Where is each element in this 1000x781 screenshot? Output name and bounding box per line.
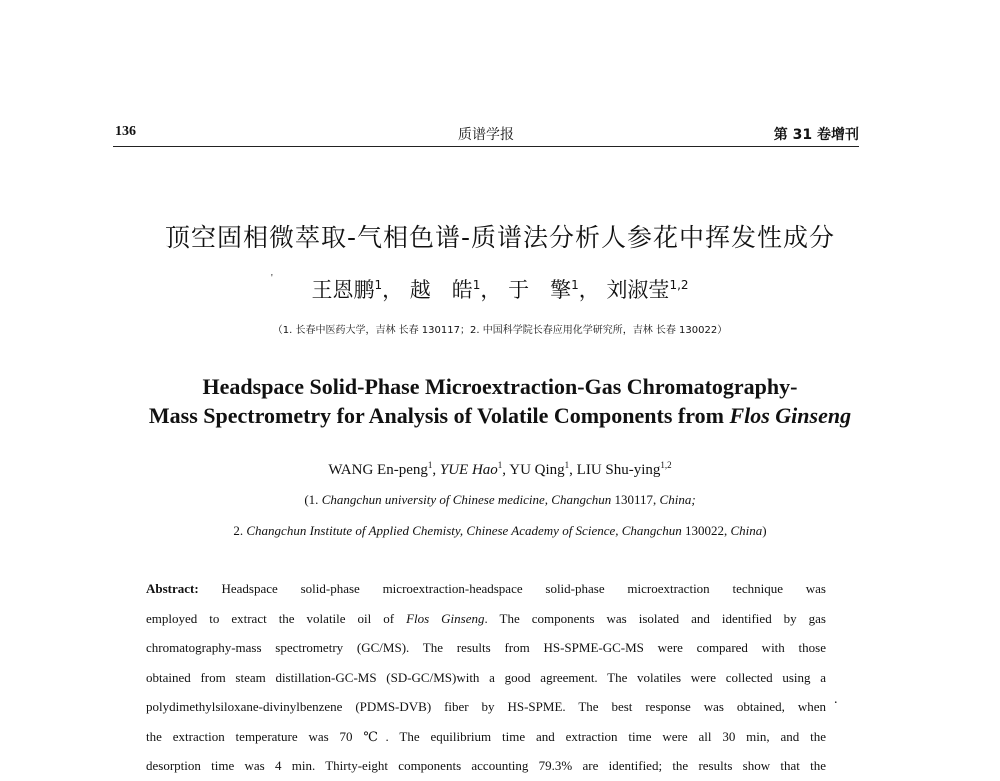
- cn-author-1-sup: 1: [374, 278, 383, 292]
- abstract-line-4: obtained from steam distillation-GC-MS (SD-GC/MS)with a good agreement. The volatiles were collected using a: [146, 669, 826, 685]
- abstract-line-2-text: employed to extract the volatile oil of: [146, 610, 407, 626]
- cn-author-3: 于 擎: [508, 278, 572, 302]
- chinese-title: 顶空固相微萃取-气相色谱-质谱法分析人参花中挥发性成分: [164, 223, 836, 252]
- english-authors: WANG En-peng$^1$, YUE Hao$^1$, YU Qing$^1$, LIU Shu-ying$^{1,2}$: [328, 460, 672, 478]
- english-title: [0, 372, 1000, 430]
- english-title-line-2-text: Mass Spectrometry for Analysis of Volatile Components from: [148, 403, 730, 428]
- chinese-affiliation: （1. 长春中医药大学，吉林 长春 130117；2. 中国科学院长春应用化学研究所，吉林 长春 130022）: [272, 325, 728, 336]
- cn-author-4: 刘淑莹: [606, 278, 670, 302]
- aff1-prefix: (1.: [304, 492, 322, 507]
- abstract-line-3: chromatography-mass spectrometry (GC/MS). The results from HS-SPME-GC-MS were compared with those: [146, 640, 826, 655]
- en-author-4-sup: 1,2: [660, 460, 672, 470]
- aff2-code: 130022,: [681, 523, 731, 538]
- stray-dot-mark: .: [834, 692, 838, 707]
- en-author-3-sup: 1: [564, 460, 570, 470]
- abstract: [146, 574, 826, 781]
- aff1-institution: Changchun university of Chinese medicine, Changchun: [321, 492, 612, 507]
- stray-tick-mark: ': [271, 273, 273, 284]
- abstract-line-2: [146, 604, 826, 634]
- abstract-line-6: the extraction temperature was 70 ℃. The equilibrium time and extraction time were all 30 min, and the: [146, 728, 826, 744]
- abstract-line-1: [146, 574, 826, 604]
- aff2-country: China: [730, 523, 763, 538]
- english-affiliation-2: [0, 523, 1000, 539]
- en-author-1: WANG En-peng: [328, 462, 428, 478]
- abstract-italic-term: Flos Ginseng: [406, 610, 485, 626]
- journal-name: 质谱学报: [458, 127, 514, 143]
- running-header: [113, 124, 859, 147]
- aff1-code: 130117,: [611, 492, 660, 507]
- aff2-suffix: ): [762, 523, 767, 538]
- abstract-line-5: polydimethylsiloxane-divinylbenzene (PDMS-DVB) fiber by HS-SPME. The best response was obtained, when: [146, 699, 826, 714]
- cn-author-4-sup: 1,2: [669, 278, 689, 292]
- english-title-line-2: [0, 401, 1000, 430]
- abstract-line-7: desorption time was 4 min. Thirty-eight components accounting 79.3% are identified; the results show that the: [146, 758, 826, 773]
- en-author-3: YU Qing: [509, 462, 565, 478]
- en-author-4: LIU Shu-ying: [576, 462, 661, 478]
- cn-author-2-sup: 1: [472, 278, 481, 292]
- english-affiliation-1: [0, 492, 1000, 508]
- en-author-2-sup: 1: [497, 460, 503, 470]
- page-number: 136: [115, 124, 136, 139]
- english-title-line-1: Headspace Solid-Phase Microextraction-Gas Chromatography-: [202, 374, 798, 399]
- en-author-2: YUE Hao: [439, 462, 498, 478]
- abstract-label: Abstract:: [146, 581, 199, 596]
- aff2-prefix: 2.: [233, 523, 247, 538]
- cn-author-3-sup: 1: [571, 278, 579, 292]
- aff2-institution: Changchun Institute of Applied Chemisty, Chinese Academy of Science, Changchun: [246, 523, 682, 538]
- chinese-authors: 王恩鹏$^1$， 越 皓$^1$， 于 擎$^1$， 刘淑莹$^{1,2}$: [311, 278, 689, 302]
- en-author-1-sup: 1: [427, 460, 433, 470]
- cn-author-1: 王恩鹏: [311, 278, 375, 302]
- aff1-country: China;: [659, 492, 696, 507]
- cn-author-2: 越 皓: [409, 278, 473, 302]
- english-title-italic: Flos Ginseng: [729, 403, 852, 428]
- volume-label: 第 31 卷增刊: [773, 127, 859, 143]
- abstract-line-2-rest: . The components was isolated and identified by gas: [484, 610, 826, 626]
- abstract-line-1-text: Headspace solid-phase microextraction-headspace solid-phase microextraction technique was: [198, 581, 826, 596]
